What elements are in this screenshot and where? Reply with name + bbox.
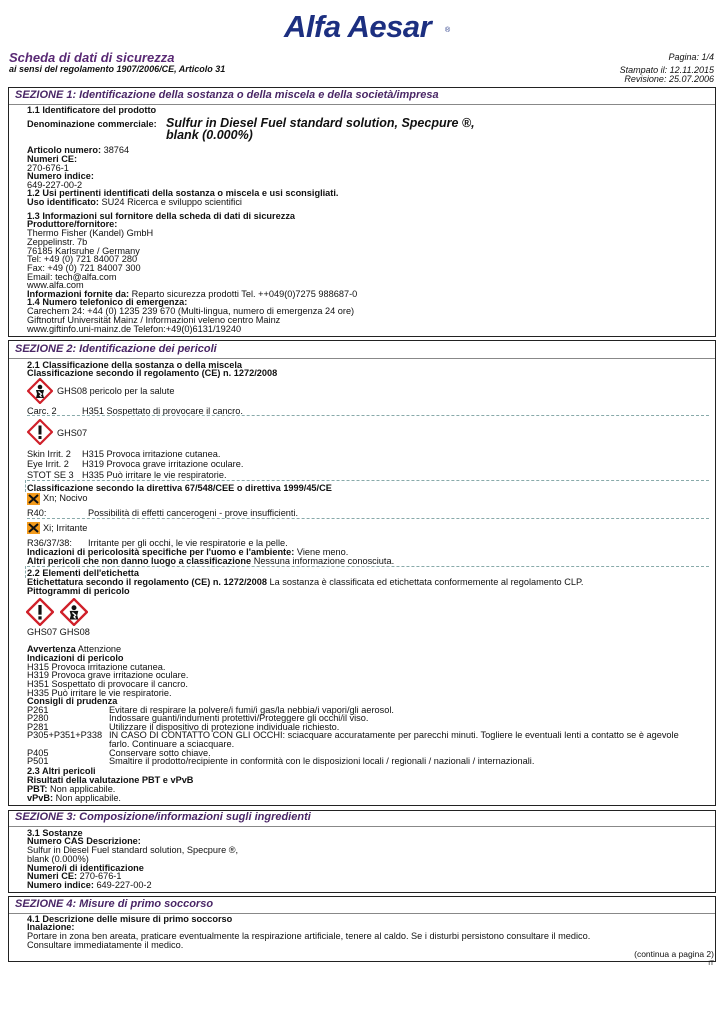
brand-name: Alfa Aesar [284,9,432,44]
precaution-code: P261 [27,705,49,715]
precaution-text: Smaltire il prodotto/recipiente in conformità con le disposizioni locali / regionali / nazionali / internazionali. [109,756,535,766]
signal-word-value: Attenzione [77,644,122,654]
r40-code: R40: [27,508,47,518]
dashed-separator [27,480,709,481]
registered-mark: ® [445,27,451,34]
xn-harmful-icon [27,493,40,505]
section-3-title: SEZIONE 3: Composizione/informazioni sugli ingredienti [15,811,311,823]
identification-numbers-label: Numero/i di identificazione [27,863,144,873]
index-label: Numero indice: [27,171,94,181]
website-link[interactable]: www.alfa.com [27,280,84,290]
other-hazards-heading: 2.3 Altri pericoli [27,766,96,776]
document-subtitle: ai sensi del regolamento 1907/2006/CE, Articolo 31 [9,64,226,74]
print-date: Stampato il: 12.11.2015 [619,65,714,75]
address-line: Zeppelinstr. 7b [27,237,88,247]
precaution-text: Utilizzare il dispositivo di protezione individuale richiesto. [109,722,340,732]
precaution-code: P305+P351+P338 [27,730,103,740]
hazard-statement: H335 Può irritare le vie respiratorie. [27,688,172,698]
vpvb-label: vPvB: [27,793,54,803]
ce-label: Numeri CE: [27,154,78,164]
ce-value: 270-676-1 [27,163,69,173]
ghs07-exclamation-icon [26,598,54,626]
stot-hazard: H335 Può irritare le vie respiratorie. [82,470,227,480]
pictogram-caption: GHS07 GHS08 [27,627,90,637]
supplier-heading: 1.3 Informazioni sul fornitore della scheda di dati di sicurezza [27,211,296,221]
ghs08-health-hazard-icon [60,598,88,626]
trade-name-line-1: Sulfur in Diesel Fuel standard solution, Specpure ®, [166,116,475,130]
uses-heading: 1.2 Usi pertinenti identificati della sostanza o miscela e usi sconsigliati. [27,188,339,198]
xi-label: Xi; Irritante [43,523,88,533]
signal-word-label: Avvertenza [27,644,76,654]
section-3-rule [9,826,715,827]
use-label: Uso identificato: [27,197,99,207]
precaution-code: P281 [27,722,49,732]
label-elements-heading: 2.2 Elementi dell'etichetta [27,568,139,578]
skin-category: Skin Irrit. 2 [27,449,71,459]
substance-description: blank (0.000%) [27,854,89,864]
substance-description: Sulfur in Diesel Fuel standard solution, Specpure ®, [27,845,239,855]
dashed-separator [27,415,709,416]
hazard-statement: H351 Sospettato di provocare il cancro. [27,679,188,689]
label-regulation-text: La sostanza è classificata ed etichettata conformemente al regolamento CLP. [269,577,584,587]
ghs07-label: GHS07 [57,428,88,438]
skin-hazard: H315 Provoca irritazione cutanea. [82,449,221,459]
pbt-value: Non applicabile. [49,784,116,794]
precautionary-heading: Consigli di prudenza [27,696,118,706]
precaution-text: Evitare di respirare la polvere/i fumi/i gas/la nebbia/i vapori/gli aerosol. [109,705,394,715]
vpvb-value: Non applicabile. [55,793,121,803]
fax-line: Fax: +49 (0) 721 84007 300 [27,263,141,273]
inhalation-text: Portare in zona ben areata, praticare eventualmente la respirazione artificiale, tenere al caldo. Se i disturbi persistono consultare il medico. [27,931,591,941]
emergency-heading: 1.4 Numero telefonico di emergenza: [27,297,188,307]
hazard-statement: H319 Provoca grave irritazione oculare. [27,670,189,680]
page-number: Pagina: 1/4 [668,52,714,62]
inhalation-text: Consultare immediatamente il medico. [27,940,184,950]
xn-label: Xn; Nocivo [43,493,88,503]
hazard-statements-heading: Indicazioni di pericolo [27,653,124,663]
emergency-line: Carechem 24: +44 (0) 1235 239 670 (Multi-lingua, numero di emergenza 24 ore) [27,306,355,316]
specific-hazard-value: Viene meno. [296,547,349,557]
continued-note: (continua a pagina 2) [634,949,714,959]
dashed-separator [27,518,709,519]
other-hazards-value: Nessuna informazione conosciuta. [253,556,395,566]
hazard-statement: H315 Provoca irritazione cutanea. [27,662,166,672]
precaution-code: P405 [27,748,49,758]
precaution-code: P501 [27,756,49,766]
other-hazards-label: Altri pericoli che non danno luogo a classificazione [27,556,252,566]
pbt-label: PBT: [27,784,48,794]
eye-hazard: H319 Provoca grave irritazione oculare. [82,459,244,469]
address-line: Thermo Fisher (Kandel) GmbH [27,228,154,238]
eye-category: Eye Irrit. 2 [27,459,69,469]
r40-text: Possibilità di effetti cancerogeni - prove insufficienti. [88,508,299,518]
section-1-title: SEZIONE 1: Identificazione della sostanza o della miscela e della società/impresa [15,89,439,101]
index-value: 649-227-00-2 [96,880,152,890]
trade-name-label: Denominazione commerciale: [27,119,157,129]
precaution-code: P280 [27,713,49,723]
document-title: Scheda di dati di sicurezza [9,50,175,65]
inhalation-label: Inalazione: [27,922,75,932]
index-value: 649-227-00-2 [27,180,83,190]
section-2-title: SEZIONE 2: Identificazione dei pericoli [15,343,217,355]
precaution-text: Conservare sotto chiave. [109,748,211,758]
alfa-aesar-logo [284,9,454,56]
section-2-rule [9,358,715,359]
phone-line: Tel: +49 (0) 721 84007 280 [27,254,138,264]
substances-heading: 3.1 Sostanze [27,828,83,838]
product-identifier-heading: 1.1 Identificatore del prodotto [27,105,157,115]
precaution-text: Indossare guanti/indumenti protettivi/Proteggere gli occhi/il viso. [109,713,369,723]
precaution-text: IN CASO DI CONTATTO CON GLI OCCHI: sciacquare accuratamente per parecchi minuti. Togliere le eventuali lenti a contatto se è agevole [109,730,679,740]
cas-description-label: Numero CAS Descrizione: [27,836,141,846]
emergency-line: Giftnotruf Universität Mainz / Informazioni veleno centro Mainz [27,315,281,325]
use-value: SU24 Ricerca e sviluppo scientifici [101,197,242,207]
stot-category: STOT SE 3 [27,470,74,480]
article-value: 38764 [103,145,130,155]
precaution-text: farlo. Continuare a sciacquare. [109,739,235,749]
dashed-separator [27,566,709,567]
article-label: Articolo numero: [27,145,102,155]
directive-classification-label: Classificazione secondo la direttiva 67/548/CEE o direttiva 1999/45/CE [27,483,332,493]
clp-classification-label: Classificazione secondo il regolamento (CE) n. 1272/2008 [27,368,278,378]
specific-hazard-label: Indicazioni di pericolosità specifiche per l'uomo e l'ambiente: [27,547,295,557]
classification-heading: 2.1 Classificazione della sostanza o della miscela [27,360,242,370]
producer-label: Produttore/fornitore: [27,219,118,229]
email-link[interactable]: Email: tech@alfa.com [27,272,117,282]
ce-label: Numeri CE: [27,871,78,881]
emergency-line: www.giftinfo.uni-mainz.de Telefon:+49(0)6131/19240 [27,324,242,334]
r36-code: R36/37/38: [27,538,72,548]
section-4-title: SEZIONE 4: Misure di primo soccorso [15,898,214,910]
ghs08-health-hazard-icon [27,378,53,404]
trade-name-line-2: blank (0.000%) [166,128,253,142]
dashed-marker [25,566,26,578]
address-line: 76185 Karlsruhe / Germany [27,246,140,256]
xi-irritant-icon [27,522,40,534]
info-value: Reparto sicurezza prodotti Tel. ++049(0)7275 988687-0 [131,289,358,299]
ghs07-exclamation-icon [27,419,53,445]
revision-date: Revisione: 25.07.2006 [624,74,714,84]
carc-category: Carc. 2 [27,406,57,416]
carc-hazard: H351 Sospettato di provocare il cancro. [82,406,243,416]
info-label: Informazioni fornite da: [27,289,130,299]
ghs08-label: GHS08 pericolo per la salute [57,386,175,396]
label-regulation: Etichettatura secondo il regolamento (CE) n. 1272/2008 [27,577,267,587]
language-code: IT [708,960,714,967]
index-label: Numero indice: [27,880,94,890]
dashed-marker [25,480,26,492]
ce-value: 270-676-1 [79,871,122,881]
r36-text: Irritante per gli occhi, le vie respiratorie e la pelle. [88,538,288,548]
pictograms-heading: Pittogrammi di pericolo [27,586,130,596]
first-aid-heading: 4.1 Descrizione delle misure di primo soccorso [27,914,233,924]
pbt-results-label: Risultati della valutazione PBT e vPvB [27,775,194,785]
